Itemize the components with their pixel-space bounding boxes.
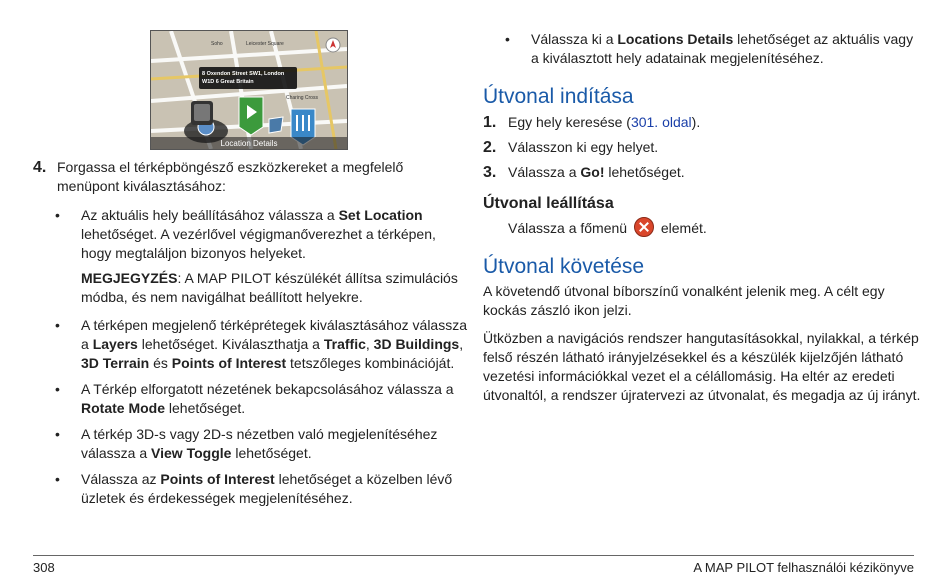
step-1 <box>483 110 923 135</box>
map-street-label: Charing Cross <box>286 95 318 101</box>
stop-icon <box>634 217 654 237</box>
map-bottom-label: Location Details <box>220 139 278 148</box>
bullet-text: Válassza az <box>81 471 161 487</box>
stop-text: elemét. <box>656 220 707 236</box>
bullet-layers <box>33 316 468 373</box>
bullet-text: Válassza ki a <box>531 31 618 47</box>
step-number: 2. <box>483 139 497 156</box>
bullet-text: lehetőséget. Kiválaszthatja a <box>137 336 324 352</box>
step-number: 4. <box>33 159 47 176</box>
bullet-points-of-interest <box>33 470 468 508</box>
footer-divider <box>33 555 914 556</box>
bullet-option-name: View Toggle <box>151 445 232 461</box>
note-label: MEGJEGYZÉS <box>81 270 178 286</box>
start-route-steps <box>483 110 923 185</box>
bullet-option-name: Rotate Mode <box>81 400 165 416</box>
step-option-name: Go! <box>580 164 605 180</box>
stop-route-text <box>483 217 923 238</box>
bullet-option-name: Traffic <box>323 336 366 352</box>
heading-stop-route: Útvonal leállítása <box>483 195 614 212</box>
bullet-dot: • <box>55 426 60 442</box>
bullet-text: tetszőleges kombinációját. <box>286 355 455 371</box>
bullet-location-details <box>483 30 923 68</box>
heading-start-route: Útvonal indítása <box>483 85 634 108</box>
bullet-option-name: 3D Terrain <box>81 355 150 371</box>
bullet-text: lehetőséget. <box>231 445 312 461</box>
bullet-text: lehetőséget a közelben lévő üzletek és érdekességek megjelenítéséhez. <box>81 471 453 506</box>
map-street-label: Soho <box>211 41 223 47</box>
page-number: 308 <box>33 560 55 575</box>
bullet-view-toggle <box>33 425 468 463</box>
bullet-dot: • <box>505 31 510 47</box>
bullet-option-name: 3D Buildings <box>373 336 460 352</box>
step-number: 1. <box>483 114 497 131</box>
note-text: : A MAP PILOT készülékét állítsa szimulációs módba, és nem navigálhat beállított helyekre. <box>81 270 458 305</box>
follow-route-paragraph-2: Ütközben a navigációs rendszer hangutasításokkal, nyilakkal, a térkép felső részén látható irányjelzésekkel és a készülék kijelzőjén látható vezetési információkkal vezet el a célállomásig. Ha eltér az eredeti útvonaltól, a rendszer újratervezi az útvonalat, és megadja az új irányt. <box>483 330 921 403</box>
map-address-line: 8 Oxendon Street SW1, London <box>202 71 285 77</box>
step-text: Válassza a <box>508 164 581 180</box>
bullet-text: A térkép 3D-s vagy 2D-s nézetben való megjelenítéséhez válassza a <box>81 426 438 461</box>
bullet-text: Az aktuális hely beállításához válassza a <box>81 207 339 223</box>
bullet-option-name: Layers <box>92 336 138 352</box>
bullet-option-name: Points of Interest <box>160 471 275 487</box>
bullet-text: , <box>459 336 464 352</box>
bullet-text: A térképen megjelenő térképrétegek kiválasztásához válassza a <box>81 317 467 352</box>
bullet-text: lehetőséget az aktuális vagy a kiválasztott hely adatainak megjelenítéséhez. <box>531 31 914 66</box>
bullet-text: lehetőséget. <box>165 400 246 416</box>
note <box>33 269 468 307</box>
follow-route-paragraph-1: A követendő útvonal bíborszínű vonalként jelenik meg. A célt egy kockás zászló ikon jelzi. <box>483 283 885 318</box>
bullet-text: lehetőséget. A vezérlővel végigmanőverezhet a térképen, hogy megtaláljon bizonyos helyeket. <box>81 226 436 261</box>
bullet-dot: • <box>55 317 60 333</box>
layers-icon <box>269 117 283 133</box>
step-text: ). <box>691 114 701 130</box>
step-number: 3. <box>483 164 497 181</box>
bullet-set-location <box>33 206 468 263</box>
bullet-dot: • <box>55 381 60 397</box>
step-2 <box>483 135 923 160</box>
map-street-label: Leicester Square <box>246 41 284 47</box>
bullet-text: , <box>365 336 374 352</box>
bullet-dot: • <box>55 471 60 487</box>
bullet-option-name: Locations Details <box>617 31 734 47</box>
page-reference-link[interactable]: 301. oldal <box>630 114 692 130</box>
step-3 <box>483 160 923 185</box>
bullet-option-name: Points of Interest <box>171 355 287 371</box>
bullet-rotate-mode <box>33 380 468 418</box>
stop-text: Válassza a főmenü <box>508 220 631 236</box>
bullet-text: A Térkép elforgatott nézetének bekapcsolásához válassza a <box>81 381 454 397</box>
heading-follow-route: Útvonal követése <box>483 255 645 278</box>
bullet-dot: • <box>55 207 60 223</box>
map-address-line: W1D 6 Great Britain <box>202 79 254 85</box>
step-text: Egy hely keresése ( <box>508 114 631 130</box>
step-text: lehetőséget. <box>604 164 685 180</box>
bullet-text: és <box>149 355 172 371</box>
map-screenshot <box>150 30 348 150</box>
step-text: Válasszon ki egy helyet. <box>508 139 659 155</box>
step-4 <box>33 158 468 196</box>
map-illustration <box>151 31 347 149</box>
left-column <box>33 158 468 508</box>
bullet-option-name: Set Location <box>338 207 423 223</box>
manual-title: A MAP PILOT felhasználói kézikönyve <box>693 560 914 575</box>
step-text: Forgassa el térképböngésző eszközkereket a megfelelő menüpont kiválasztásához: <box>57 159 404 194</box>
right-column <box>483 30 923 405</box>
